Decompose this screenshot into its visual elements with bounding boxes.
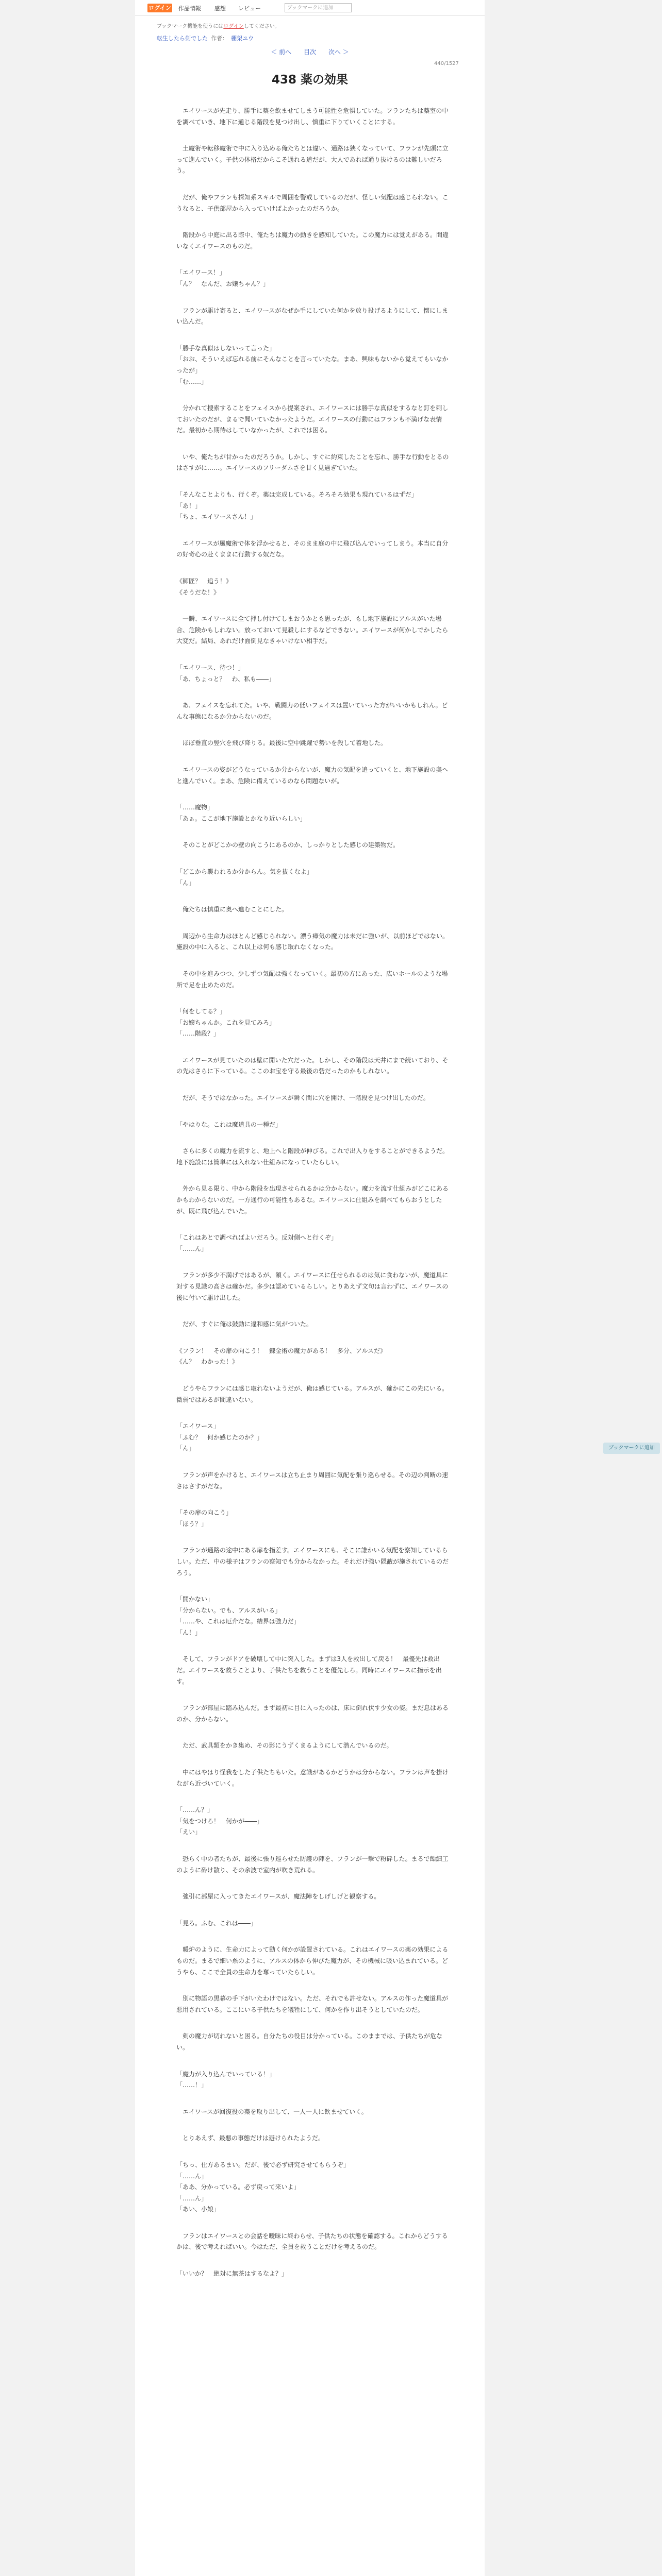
body-line: 暖炉のように、生命力によって動く何かが設置されている。これはエイワースの薬の効果によるものだ。まるで細い糸のように、アルスの体から伸びた魔力が、その機械に吸い込まれている。どうやら、ここで全員の生命力を奪っていたらしい。 xyxy=(176,1946,449,1976)
author-label: 作者： xyxy=(211,35,228,42)
paragraph-block xyxy=(176,1232,450,1255)
body-line: フランが声をかけると、エイワースは立ち止まり周囲に気配を張り巡らせる。その辺の判断の速さはさすがだな。 xyxy=(176,1471,449,1490)
paragraph-block xyxy=(176,230,450,252)
paragraph-block xyxy=(176,904,450,916)
body-line: フランはエイワースとの会話を曖昧に終わらせ、子供たちの状態を確認する。これからどうするかは、後で考えればいい。今はただ、全員を救うことだけを考えるのだ。 xyxy=(176,2232,448,2251)
body-line: エイワースの姿がどうなっているか分からないが、魔力の気配を追っていくと、地下施設の奥へと進んでいく。まあ、危険に備えているのなら問題ないが。 xyxy=(176,766,449,785)
paragraph-gap xyxy=(176,749,450,765)
body-line: 「ん？ なんだ、お嬢ちゃん？」 xyxy=(176,280,270,287)
paragraph-gap xyxy=(176,2015,450,2031)
notice-text-before: ブックマーク機能を使うには xyxy=(157,24,224,29)
paragraph-gap xyxy=(176,1368,450,1383)
paragraph-gap xyxy=(176,722,450,738)
prev-link[interactable]: ＜ 前へ xyxy=(271,48,292,56)
body-line: 「お嬢ちゃんか。これを見てみろ」 xyxy=(176,1019,276,1026)
paragraph-gap xyxy=(176,128,450,143)
paragraph-gap xyxy=(176,436,450,452)
paragraph-gap xyxy=(176,1104,450,1120)
body-line: 「……ん」 xyxy=(176,1245,208,1252)
paragraph-gap xyxy=(176,1040,450,1055)
paragraph-gap xyxy=(176,2091,450,2107)
paragraph-block xyxy=(176,1594,450,1638)
paragraph-block xyxy=(176,489,450,523)
paragraph-block xyxy=(176,1918,450,1929)
paragraph-block xyxy=(176,306,450,328)
paragraph-block xyxy=(176,1944,450,1978)
paragraph-block xyxy=(176,2268,450,2280)
paragraph-gap xyxy=(176,1929,450,1944)
paragraph-block xyxy=(176,143,450,177)
body-line: 「あ、ちょっと？ わ、私も――」 xyxy=(176,675,275,683)
body-line: 「これはあとで調べればよいだろう。反対側へと行くぞ」 xyxy=(176,1234,338,1242)
body-line: 恐らく中の者たちが、最後に張り巡らせた防護の陣を、フランが一撃で粉砕した。まるで飴細工のように砕け散り、その余波で室内が吹き荒れる。 xyxy=(176,1855,449,1874)
paragraph-gap xyxy=(176,1579,450,1594)
body-line: 「エイワース」 xyxy=(176,1422,220,1430)
body-line: 「ほう？」 xyxy=(176,1520,208,1528)
body-line: 分かれて捜索することをフェイスから提案され、エイワースには勝手な真似をするなと釘を刺しておいたのだが、まるで聞いていなかったようだ。エイワースの行動にはフランも不満げな表情だ。最初から期待はしていなかったが、これでは困る。 xyxy=(176,404,449,434)
paragraph-gap xyxy=(176,1077,450,1093)
paragraph-gap xyxy=(176,1492,450,1507)
body-line: 「む……」 xyxy=(176,378,208,385)
paragraph-block xyxy=(176,1891,450,1903)
paragraph-gap xyxy=(176,474,450,489)
paragraph-block xyxy=(176,802,450,824)
paragraph-block xyxy=(176,452,450,474)
body-line: フランが通路の途中にある扉を指差す。エイワースにも、そこに誰かいる気配を察知しているらしい。ただ、中の様子はフランの察知でも分からなかった。それだけ強い隠蔽が施されているのだろう。 xyxy=(176,1547,449,1577)
paragraph-block xyxy=(176,1270,450,1303)
nav-link-review[interactable]: レビュー xyxy=(238,5,261,12)
notice-text-after: してください。 xyxy=(243,24,280,29)
nav-link-impressions[interactable]: 感想 xyxy=(214,5,226,12)
body-line: 「その扉の向こう」 xyxy=(176,1509,233,1517)
body-line: 「……ん？」 xyxy=(176,1806,214,1814)
body-line: そして、フランがドアを破壊して中に突入した。まずは3人を救出して戻る！ 最優先は救出だ。エイワースを救うことより、子供たちを救うことを優先しろ。同時にエイワースに指示を出す。 xyxy=(176,1655,442,1685)
body-line: 「いいか？ 絶対に無茶はするなよ？」 xyxy=(176,2270,288,2278)
paragraph-block xyxy=(176,1183,450,1217)
paragraph-block xyxy=(176,969,450,991)
paragraph-gap xyxy=(176,1752,450,1767)
paragraph-gap xyxy=(176,1255,450,1270)
paragraph-gap xyxy=(176,2253,450,2268)
paragraph-gap xyxy=(176,953,450,969)
paragraph-block xyxy=(176,576,450,598)
paragraph-gap xyxy=(176,916,450,931)
body-line: エイワースが先走り、勝手に薬を飲ませてしまう可能性を危惧していた。フランたちは薬室の中を調べていき、地下に通じる階段を見つけ出し、慎重に下りていくことにする。 xyxy=(176,107,449,126)
author-link[interactable]: 棚架ユウ xyxy=(231,35,254,42)
paragraph-gap xyxy=(176,647,450,663)
body-line: ただ、武具類をかき集め、その影にうずくまるようにして潜んでいるのだ。 xyxy=(176,1742,393,1750)
paragraph-gap xyxy=(176,2144,450,2160)
body-line: 「あ！」 xyxy=(176,502,202,510)
body-line: 《フラン！ その扉の向こう！ 錬金術の魔力がある！ 多分、アルスだ》 xyxy=(176,1347,387,1354)
body-line: 「勝手な真似はしないって言った」 xyxy=(176,344,276,352)
paragraph-gap xyxy=(176,523,450,538)
bookmark-field[interactable]: ブックマークに追加 xyxy=(285,3,352,12)
notice-login-link[interactable]: ログイン xyxy=(223,24,244,29)
body-line: ほぼ垂直の竪穴を飛び降りる。最後に空中跳躍で勢いを殺して着地した。 xyxy=(176,739,387,747)
body-line: その中を進みつつ、少しずつ気配は強くなっていく。最初の方にあった、広いホールのような場所で足を止めたのだ。 xyxy=(176,970,448,989)
body-line: 《そうだな！》 xyxy=(176,588,220,596)
paragraph-gap xyxy=(176,1168,450,1183)
paragraph-gap xyxy=(176,787,450,802)
body-line: 「あい、小娘」 xyxy=(176,2206,220,2213)
body-line: 「あぁ。ここが地下施設とかなり近いらしい」 xyxy=(176,815,306,822)
paragraph-gap xyxy=(176,214,450,230)
paragraph-block xyxy=(176,1805,450,1838)
paragraph-gap xyxy=(176,1903,450,1918)
login-button[interactable]: ログイン xyxy=(147,4,172,12)
body-line: 一瞬、エイワースに全て押し付けてしまおうかとも思ったが、もし地下施設にアルスがいた場合、危険かもしれない。放っておいて見殺しにするなどできない。エイワースが何かしでかしたら大変だ。結局、あれだけ面倒見なきゃいけない相手だ。 xyxy=(176,615,449,645)
body-line: エイワースが見ていたのは壁に開いた穴だった。しかし、その階段は天井にまで続いており、その先はさらに下っている。ここのお宝を守る最後の砦だったのかもしれない。 xyxy=(176,1056,449,1075)
paragraph-gap xyxy=(176,1303,450,1319)
body-line: 「……や、これは厄介だな。結界は強力だ」 xyxy=(176,1618,300,1625)
body-line: 別に物語の黒幕の手下がいたわけではない。ただ、それでも許せない。アルスの作った魔道具が悪用されている。ここにいる子供たちを犠牲にして、何かを作り出そうとしていたのだ。 xyxy=(176,1995,449,2013)
page xyxy=(135,0,485,2576)
paragraph-gap xyxy=(176,685,450,700)
paragraph-gap xyxy=(176,1876,450,1891)
body-line: 中にはやはり怪我をした子供たちもいた。意識があるかどうかは分からない。フランは声を掛けながら近づいていく。 xyxy=(176,1769,449,1787)
paragraph-block xyxy=(176,1383,450,1405)
paragraph-block xyxy=(176,1319,450,1330)
body-line: 外から見る限り、中から階段を出現させられるかは分からない。魔力を流す仕組みがどこにあるかもわからないのだ。一方通行の可能性もあるな。エイワースに仕組みを調べてもらおうとしたが、既に飛び込んでいた。 xyxy=(176,1185,449,1215)
body-line: 階段から中庭に出る際中、俺たちは魔力の動きを感知していた。この魔力には覚えがある。間違いなくエイワースのものだ。 xyxy=(176,231,449,250)
body-line: 「ちっ、仕方あるまい。だが、後で必ず研究させてもらうぞ」 xyxy=(176,2161,350,2168)
paragraph-block xyxy=(176,343,450,387)
body-line: フランが部屋に踏み込んだ。まず最初に目に入ったのは、床に倒れ伏す少女の姿。まだ息はあるのか、分からない。 xyxy=(176,1704,449,1723)
paragraph-gap xyxy=(176,1789,450,1805)
paragraph-gap xyxy=(176,1130,450,1146)
paragraph-block xyxy=(176,106,450,128)
paragraph-block xyxy=(176,1120,450,1131)
paragraph-block xyxy=(176,192,450,214)
paragraph-block xyxy=(176,1703,450,1725)
paragraph-gap xyxy=(176,2054,450,2069)
paragraph-gap xyxy=(176,991,450,1006)
paragraph-block xyxy=(176,1854,450,1876)
paragraph-gap xyxy=(176,1454,450,1470)
body-line: 強引に部屋に入ってきたエイワースが、魔法陣をしげしげと観察する。 xyxy=(176,1893,380,1901)
body-line: 「……魔物」 xyxy=(176,804,214,811)
body-line: 「何をしてる？」 xyxy=(176,1008,226,1015)
next-link[interactable]: 次へ ＞ xyxy=(328,48,349,56)
body-line: 「そんなことよりも、行くぞ。薬は完成している。そろそろ効果も現れているはずだ」 xyxy=(176,491,418,499)
paragraph-block xyxy=(176,867,450,889)
body-line: 「ふむ？ 何か感じたのか？」 xyxy=(176,1433,263,1441)
paragraph-block xyxy=(176,1093,450,1104)
toc-link[interactable]: 目次 xyxy=(303,48,316,56)
body-line: 俺たちは慎重に奥へ進むことにした。 xyxy=(176,906,288,913)
nav-link-info[interactable]: 作品情報 xyxy=(178,5,201,12)
paragraph-gap xyxy=(176,1217,450,1232)
body-line: 「どこから襲われるか分からん。気を抜くなよ」 xyxy=(176,868,313,875)
paragraph-block xyxy=(176,1346,450,1368)
top-nav xyxy=(135,0,485,16)
paragraph-block xyxy=(176,403,450,436)
body-line: どうやらフランには感じ取れないようだが、俺は感じている。アルスが、確かにこの先にいる。微弱ではあるが間違いない。 xyxy=(176,1384,449,1403)
paragraph-gap xyxy=(176,290,450,306)
body-line: 「えい」 xyxy=(176,1828,202,1836)
body-line: 周辺から生命力はほとんど感じられない。漂う瘴気の魔力は未だに強いが、以前ほどではない。施設の中に入ると、これ以上は何も感じ取れなくなった。 xyxy=(176,932,449,951)
paragraph-block xyxy=(176,1740,450,1752)
paragraph-block xyxy=(176,1470,450,1492)
pager-top xyxy=(135,47,485,56)
paragraph-gap xyxy=(176,889,450,904)
body-line: さらに多くの魔力を流すと、地上へと階段が伸びる。これで出入りをすることができるようだ。地下施設には簡単には入れない仕組みになっていたらしい。 xyxy=(176,1147,449,1166)
body-line: 「分からない。でも、アルスがいる」 xyxy=(176,1606,282,1614)
paragraph-block xyxy=(176,663,450,685)
paragraph-block xyxy=(176,2107,450,2118)
paragraph-gap xyxy=(176,1638,450,1654)
body-line: 「……ん」 xyxy=(176,2172,208,2180)
body-line: 《師匠？ 追う！》 xyxy=(176,578,233,585)
body-line: 「やはりな。これは魔道具の一種だ」 xyxy=(176,1121,282,1128)
body-line: エイワースが風魔術で体を浮かせると、そのまま庭の中に飛び込んでいってしまう。本当に自分の好奇心の赴くままに行動する奴だな。 xyxy=(176,539,449,558)
chapter-title: 438 薬の効果 xyxy=(271,73,349,87)
body-line: 「ああ、分かっている。必ず戻って来いよ」 xyxy=(176,2183,300,2191)
paragraph-block xyxy=(176,765,450,787)
paragraph-gap xyxy=(176,851,450,867)
paragraph-gap xyxy=(176,1330,450,1346)
novel-info xyxy=(157,34,254,42)
body-line: 「ん」 xyxy=(176,1445,195,1452)
body-line: とりあえず、最悪の事態だけは避けられたようだ。 xyxy=(176,2134,325,2142)
body-line: 「エイワース！」 xyxy=(176,269,226,277)
paragraph-block xyxy=(176,2231,450,2253)
paragraph-block xyxy=(176,700,450,722)
paragraph-block xyxy=(176,1421,450,1454)
body-line: エイワースが回復役の薬を取り出して、一人一人に飲ませていく。 xyxy=(176,2108,368,2115)
paragraph-block xyxy=(176,2031,450,2053)
paragraph-gap xyxy=(176,387,450,403)
episode-number: 440/1527 xyxy=(434,61,459,66)
body-line: だが、そうではなかった。エイワースが瞬く間に穴を開け、一階段を見つけ出したのだ。 xyxy=(176,1094,429,1102)
body-line: 「……！」 xyxy=(176,2081,208,2089)
paragraph-block xyxy=(176,1006,450,1040)
paragraph-block xyxy=(176,931,450,953)
novel-title-link[interactable]: 転生したら剣でした xyxy=(157,35,208,42)
paragraph-block xyxy=(176,1654,450,1687)
body-line: 「……階段？」 xyxy=(176,1030,220,1038)
paragraph-block xyxy=(176,2133,450,2144)
body-line: 「……ん」 xyxy=(176,2194,208,2202)
paragraph-block xyxy=(176,738,450,749)
bookmark-notice xyxy=(157,22,280,29)
paragraph-gap xyxy=(176,1530,450,1545)
body-line: 「ちょ、エイワースさん！」 xyxy=(176,513,257,521)
body-line: 「おお、そういえば忘れる前にそんなことを言っていたな。まあ、興味もないから覚えてもいなかったが」 xyxy=(176,355,449,374)
paragraph-gap xyxy=(176,1687,450,1703)
paragraph-gap xyxy=(176,252,450,267)
paragraph-gap xyxy=(176,1978,450,1993)
body-line: 「魔力が入り込んでいっている！」 xyxy=(176,2070,276,2078)
body-line: 「開かない」 xyxy=(176,1596,214,1603)
paragraph-gap xyxy=(176,1725,450,1740)
body-line: 「気をつけろ！ 何かが――」 xyxy=(176,1817,263,1825)
paragraph-gap xyxy=(176,2117,450,2133)
paragraph-gap xyxy=(176,561,450,576)
paragraph-block xyxy=(176,1055,450,1077)
paragraph-gap xyxy=(176,824,450,840)
body-line: 剣の魔力が切れないと困る。自分たちの役目は分かっている。このままでは、子供たちが危ない。 xyxy=(176,2032,443,2051)
paragraph-block xyxy=(176,1507,450,1530)
body-line: 「見ろ。ふむ、これは――」 xyxy=(176,1919,257,1927)
body-line: そのことがどこかの壁の向こうにあるのか、しっかりとした感じの建築物だ。 xyxy=(176,841,400,849)
paragraph-block xyxy=(176,1545,450,1579)
paragraph-block xyxy=(176,1993,450,2015)
paragraph-block xyxy=(176,2069,450,2091)
paragraph-gap xyxy=(176,1838,450,1854)
paragraph-gap xyxy=(176,1405,450,1421)
body-line: 「エイワース、待つ！」 xyxy=(176,664,244,671)
paragraph-block xyxy=(176,267,450,290)
paragraph-gap xyxy=(176,598,450,614)
paragraph-gap xyxy=(176,2215,450,2231)
body-line: あ、フェイスを忘れてた。いや、戦闘力の低いフェイスは置いていった方がいいかもしれん。どんな事態になるか分からないのだ。 xyxy=(176,702,448,720)
body-line: フランが多少不満げではあるが、頷く。エイワースに任せられるのは気に食わないが、魔道具に対する見識の高さは確かだ。多少は認めているらしい。とりあえず文句は言わずに、エイワースの後に付いて駆け出した。 xyxy=(176,1272,449,1301)
paragraph-block xyxy=(176,1767,450,1789)
body-line: フランが駆け寄ると、エイワースがなぜか手にしていた何かを放り投げるようにして、懐にしまい込んだ。 xyxy=(176,307,449,326)
novel-body xyxy=(176,106,450,2280)
paragraph-gap xyxy=(176,328,450,343)
body-line: だが、すぐに俺は鼓動に違和感に気がついた。 xyxy=(176,1320,313,1328)
body-line: いや、俺たちが甘かったのだろうか。しかし、すぐに約束したことを忘れ、勝手な行動をとるのはさすがに……。エイワースのフリーダムさを甘く見過ぎていた。 xyxy=(176,453,449,472)
body-line: 《ん？ わかった！》 xyxy=(176,1358,239,1366)
paragraph-block xyxy=(176,538,450,561)
body-line: 「ん」 xyxy=(176,879,195,887)
body-line: だが、俺やフランも探知系スキルで周囲を警戒しているのだが、怪しい気配は感じられない。こうなると、子供部屋から入っていけばよかったのだろうか。 xyxy=(176,193,449,212)
paragraph-block xyxy=(176,614,450,647)
paragraph-block xyxy=(176,840,450,851)
side-bookmark-tab[interactable]: ブックマークに追加 xyxy=(603,1443,660,1454)
paragraph-block xyxy=(176,2160,450,2215)
body-line: 「ん！」 xyxy=(176,1629,202,1636)
paragraph-gap xyxy=(176,177,450,192)
body-line: 土魔術や転移魔術で中に入り込める俺たちとは違い、通路は狭くなっていて、フランが先頭に立って進んでいく。子供の体格だからこそ通れる道だが、大人であれば通り抜けるのは難しいだろう。 xyxy=(176,145,449,175)
paragraph-block xyxy=(176,1146,450,1168)
